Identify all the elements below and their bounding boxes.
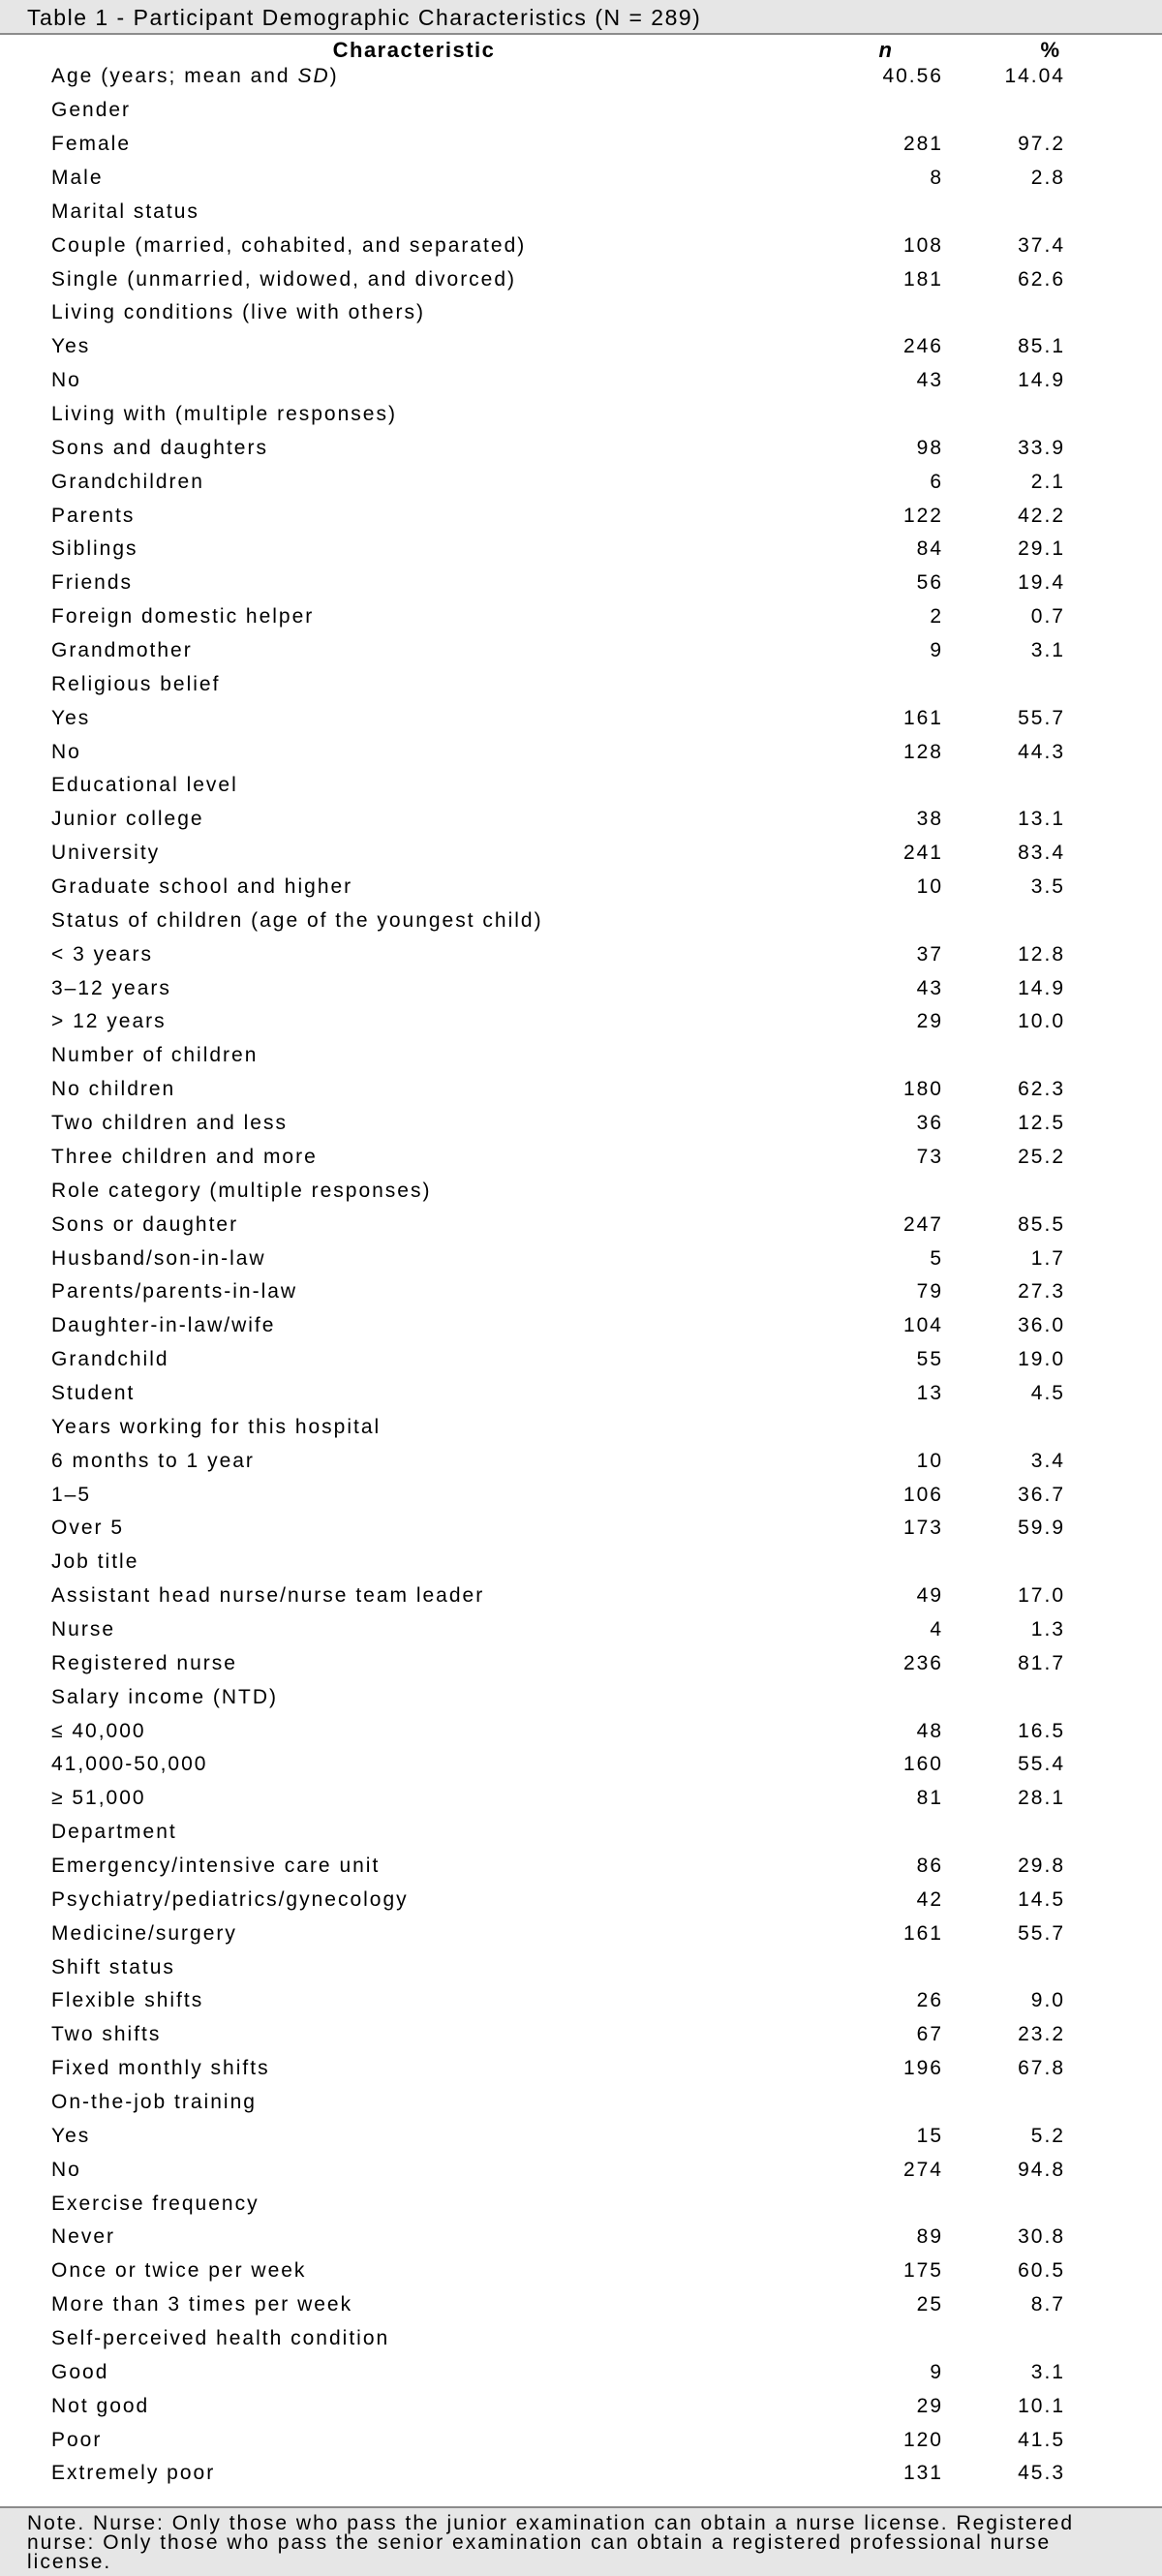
row-percent: 55.7	[1018, 1921, 1065, 1945]
table-section-header	[0, 1546, 1162, 1579]
age-label-prefix: Age (years; mean and	[51, 65, 298, 88]
row-label: Couple (married, cohabited, and separated)	[51, 233, 527, 257]
table-section-header	[0, 94, 1162, 128]
row-label: Extremely poor	[51, 2462, 216, 2485]
row-label: On-the-job training	[51, 2090, 257, 2113]
row-label: Sons or daughter	[51, 1212, 239, 1236]
table-row	[0, 1141, 1162, 1175]
table-note: Note. Nurse: Only those who pass the junior examination can obtain a nurse license. Registered nurse: Only those who pass the senior examination can obtain a registered professional nurse license.	[0, 2506, 1162, 2576]
table-row	[0, 465, 1162, 499]
table-section-header	[0, 2322, 1162, 2356]
row-percent: 37.4	[1018, 233, 1065, 257]
row-label: No children	[51, 1078, 176, 1101]
row-n: 246	[902, 335, 943, 358]
table-row	[0, 1917, 1162, 1950]
row-label: Male	[51, 167, 104, 189]
row-percent: 4.5	[1030, 1381, 1065, 1404]
row-n: 10	[916, 875, 943, 899]
row-n: 15	[916, 2124, 943, 2147]
row-label: Friends	[51, 571, 134, 595]
table-row	[0, 1343, 1162, 1377]
row-percent: 62.3	[1018, 1078, 1065, 1101]
table-section-header	[0, 1950, 1162, 1984]
row-n: 29	[916, 1010, 943, 1033]
row-percent: 3.1	[1030, 2360, 1065, 2383]
row-percent: 0.7	[1030, 605, 1065, 629]
row-n: 5	[930, 1246, 943, 1270]
row-n: 8	[930, 167, 943, 189]
row-percent: 23.2	[1018, 2023, 1065, 2046]
row-percent: 59.9	[1018, 1517, 1065, 1540]
row-label: Flexible shifts	[51, 1989, 204, 2012]
row-percent: 55.4	[1018, 1753, 1065, 1776]
table-body	[0, 60, 1162, 2491]
table-section-header	[0, 769, 1162, 803]
row-label: ≤ 40,000	[51, 1719, 146, 1742]
row-n: 10	[916, 1449, 943, 1472]
row-percent: 36.7	[1018, 1483, 1065, 1506]
row-label: Parents/parents-in-law	[51, 1280, 298, 1303]
table-row	[0, 128, 1162, 162]
row-n: 89	[916, 2225, 943, 2249]
table-row	[0, 2119, 1162, 2153]
row-n: 43	[916, 369, 943, 392]
row-percent: 30.8	[1018, 2225, 1065, 2249]
row-percent: 14.04	[1004, 65, 1065, 88]
row-n: 241	[902, 842, 943, 865]
row-label: 1–5	[51, 1483, 92, 1506]
row-n: 84	[916, 537, 943, 561]
table-row	[0, 1444, 1162, 1478]
row-n: 48	[916, 1719, 943, 1742]
row-n: 38	[916, 808, 943, 831]
row-label: More than 3 times per week	[51, 2293, 353, 2316]
row-n: 196	[902, 2057, 943, 2080]
row-label: Yes	[51, 2124, 91, 2147]
row-percent: 27.3	[1018, 1280, 1065, 1303]
table-row	[0, 2221, 1162, 2254]
row-percent: 33.9	[1018, 436, 1065, 459]
row-percent: 44.3	[1018, 740, 1065, 763]
row-n: 131	[902, 2462, 943, 2485]
row-percent: 3.1	[1030, 639, 1065, 662]
table-row	[0, 2153, 1162, 2187]
row-percent: 10.1	[1018, 2394, 1065, 2417]
row-percent: 2.1	[1030, 470, 1065, 493]
row-n: 49	[916, 1584, 943, 1608]
row-n: 86	[916, 1854, 943, 1877]
table-section-header	[0, 2187, 1162, 2221]
table-section-header	[0, 1039, 1162, 1073]
row-label: Once or twice per week	[51, 2259, 307, 2283]
row-label: Years working for this hospital	[51, 1415, 382, 1438]
row-percent: 13.1	[1018, 808, 1065, 831]
row-percent: 94.8	[1018, 2158, 1065, 2181]
table-row	[0, 837, 1162, 871]
row-percent: 10.0	[1018, 1010, 1065, 1033]
row-label: Psychiatry/pediatrics/gynecology	[51, 1887, 409, 1911]
table-section-header	[0, 1174, 1162, 1208]
row-percent: 8.7	[1030, 2293, 1065, 2316]
row-n: 56	[916, 571, 943, 595]
table-section-header	[0, 904, 1162, 937]
table-row	[0, 229, 1162, 262]
row-n: 67	[916, 2023, 943, 2046]
row-percent: 29.8	[1018, 1854, 1065, 1877]
table-row	[0, 2254, 1162, 2288]
table-row	[0, 634, 1162, 668]
table-section-header	[0, 1410, 1162, 1444]
row-label: Never	[51, 2225, 116, 2249]
row-label	[51, 65, 339, 88]
row-label: Living conditions (live with others)	[51, 301, 425, 324]
row-percent: 81.7	[1018, 1651, 1065, 1674]
row-label: Nurse	[51, 1617, 116, 1641]
row-n: 161	[902, 706, 943, 729]
table-row	[0, 2457, 1162, 2491]
table-row	[0, 2423, 1162, 2457]
row-label: Job title	[51, 1550, 139, 1574]
row-label: Fixed monthly shifts	[51, 2057, 270, 2080]
row-percent: 5.2	[1030, 2124, 1065, 2147]
table-section-header	[0, 398, 1162, 432]
row-label: Assistant head nurse/nurse team leader	[51, 1584, 485, 1608]
table-section-header	[0, 195, 1162, 229]
row-n: 120	[902, 2428, 943, 2451]
row-percent: 45.3	[1018, 2462, 1065, 2485]
row-n: 247	[902, 1212, 943, 1236]
row-n: 13	[916, 1381, 943, 1404]
row-percent: 36.0	[1018, 1314, 1065, 1337]
row-n: 181	[902, 267, 943, 291]
row-label: Living with (multiple responses)	[51, 403, 397, 426]
table-section-header	[0, 1816, 1162, 1850]
row-percent: 1.7	[1030, 1246, 1065, 1270]
row-n: 26	[916, 1989, 943, 2012]
table-row	[0, 1073, 1162, 1107]
row-percent: 9.0	[1030, 1989, 1065, 2012]
row-percent: 17.0	[1018, 1584, 1065, 1608]
row-n: 25	[916, 2293, 943, 2316]
row-n: 175	[902, 2259, 943, 2283]
table-row	[0, 2355, 1162, 2389]
table-row	[0, 1005, 1162, 1039]
table-row	[0, 971, 1162, 1005]
row-n: 37	[916, 942, 943, 966]
row-n: 98	[916, 436, 943, 459]
row-percent: 97.2	[1018, 133, 1065, 156]
row-percent: 67.8	[1018, 2057, 1065, 2080]
row-label: Gender	[51, 99, 132, 122]
header-n: n	[878, 38, 894, 62]
row-label: No	[51, 2158, 81, 2181]
row-percent: 16.5	[1018, 1719, 1065, 1742]
row-label: Parents	[51, 504, 136, 527]
row-label: Marital status	[51, 199, 199, 223]
table-row	[0, 803, 1162, 837]
row-percent: 42.2	[1018, 504, 1065, 527]
row-n: 2	[930, 605, 943, 629]
row-label: Exercise frequency	[51, 2192, 260, 2215]
row-n: 79	[916, 1280, 943, 1303]
row-label: Educational level	[51, 774, 238, 797]
table-section-header	[0, 296, 1162, 330]
row-percent: 55.7	[1018, 706, 1065, 729]
row-label: Husband/son-in-law	[51, 1246, 266, 1270]
row-percent: 14.9	[1018, 976, 1065, 999]
table-row	[0, 330, 1162, 364]
row-label: Female	[51, 133, 132, 156]
row-n: 40.56	[882, 65, 943, 88]
table-row	[0, 600, 1162, 634]
row-label: Yes	[51, 335, 91, 358]
row-label: > 12 years	[51, 1010, 167, 1033]
table-row	[0, 1883, 1162, 1917]
row-label: Medicine/surgery	[51, 1921, 237, 1945]
row-n: 173	[902, 1517, 943, 1540]
row-label: Student	[51, 1381, 136, 1404]
row-n: 81	[916, 1787, 943, 1810]
table-row	[0, 1107, 1162, 1141]
row-label: Salary income (NTD)	[51, 1685, 279, 1708]
row-n: 29	[916, 2394, 943, 2417]
table-row	[0, 567, 1162, 600]
row-label: Grandchildren	[51, 470, 204, 493]
table-row	[0, 701, 1162, 735]
table-row	[0, 1782, 1162, 1816]
row-n: 43	[916, 976, 943, 999]
table-row	[0, 735, 1162, 769]
row-percent: 83.4	[1018, 842, 1065, 865]
table-row	[0, 162, 1162, 196]
row-label: Single (unmarried, widowed, and divorced)	[51, 267, 517, 291]
row-label: Not good	[51, 2394, 150, 2417]
row-label: Foreign domestic helper	[51, 605, 315, 629]
row-label: Grandmother	[51, 639, 193, 662]
row-percent: 41.5	[1018, 2428, 1065, 2451]
row-label: ≥ 51,000	[51, 1787, 146, 1810]
row-n: 281	[902, 133, 943, 156]
row-label: Status of children (age of the youngest child)	[51, 908, 543, 932]
row-n: 42	[916, 1887, 943, 1911]
header-characteristic: Characteristic	[332, 38, 496, 62]
row-label: Shift status	[51, 1955, 175, 1978]
row-label: Good	[51, 2360, 109, 2383]
row-percent: 62.6	[1018, 267, 1065, 291]
row-n: 161	[902, 1921, 943, 1945]
row-n: 122	[902, 504, 943, 527]
row-n: 4	[930, 1617, 943, 1641]
row-label: 41,000-50,000	[51, 1753, 208, 1776]
row-percent: 12.5	[1018, 1112, 1065, 1135]
row-label: Graduate school and higher	[51, 875, 353, 899]
row-n: 73	[916, 1145, 943, 1168]
row-n: 104	[902, 1314, 943, 1337]
table-row	[0, 1478, 1162, 1512]
row-label: Self-perceived health condition	[51, 2327, 390, 2349]
row-percent: 3.4	[1030, 1449, 1065, 1472]
age-label-sd: SD	[297, 65, 330, 88]
row-label: Two children and less	[51, 1112, 288, 1135]
row-label: No	[51, 369, 81, 392]
row-label: Religious belief	[51, 672, 221, 695]
row-n: 9	[930, 2360, 943, 2383]
row-n: 236	[902, 1651, 943, 1674]
row-percent: 28.1	[1018, 1787, 1065, 1810]
row-label: Emergency/intensive care unit	[51, 1854, 381, 1877]
age-label-suffix: )	[329, 65, 339, 88]
row-label: 6 months to 1 year	[51, 1449, 255, 1472]
row-label: Number of children	[51, 1044, 259, 1067]
row-n: 108	[902, 233, 943, 257]
row-n: 55	[916, 1348, 943, 1371]
row-label: University	[51, 842, 161, 865]
row-label: Department	[51, 1821, 177, 1844]
row-percent: 1.3	[1030, 1617, 1065, 1641]
table-section-header	[0, 667, 1162, 701]
table-row	[0, 1714, 1162, 1748]
row-label: Grandchild	[51, 1348, 169, 1371]
table-row	[0, 1309, 1162, 1343]
row-percent: 85.1	[1018, 335, 1065, 358]
table-row	[0, 533, 1162, 567]
row-label: Two shifts	[51, 2023, 162, 2046]
row-percent: 85.5	[1018, 1212, 1065, 1236]
row-percent: 12.8	[1018, 942, 1065, 966]
row-label: 3–12 years	[51, 976, 171, 999]
row-label: Poor	[51, 2428, 103, 2451]
table-row	[0, 1242, 1162, 1275]
row-label: No	[51, 740, 81, 763]
row-n: 160	[902, 1753, 943, 1776]
row-percent: 25.2	[1018, 1145, 1065, 1168]
row-percent: 2.8	[1030, 167, 1065, 189]
table-row	[0, 2052, 1162, 2086]
header-percent: %	[1040, 38, 1061, 62]
table-row-age	[0, 60, 1162, 94]
table-row	[0, 1646, 1162, 1680]
table-row	[0, 431, 1162, 465]
row-n: 36	[916, 1112, 943, 1135]
table-row	[0, 1377, 1162, 1411]
row-label: Three children and more	[51, 1145, 318, 1168]
row-percent: 19.0	[1018, 1348, 1065, 1371]
row-n: 9	[930, 639, 943, 662]
table-row	[0, 1850, 1162, 1884]
table-row	[0, 2389, 1162, 2423]
table-row	[0, 871, 1162, 905]
row-percent: 29.1	[1018, 537, 1065, 561]
table-section-header	[0, 1680, 1162, 1714]
table-row	[0, 1579, 1162, 1613]
row-n: 128	[902, 740, 943, 763]
table-caption: Table 1 - Participant Demographic Characteristics (N = 289)	[0, 0, 1162, 35]
table-row	[0, 499, 1162, 533]
table-row	[0, 1512, 1162, 1546]
row-label: Daughter-in-law/wife	[51, 1314, 276, 1337]
row-percent: 14.9	[1018, 369, 1065, 392]
row-n: 6	[930, 470, 943, 493]
row-label: < 3 years	[51, 942, 153, 966]
row-percent: 14.5	[1018, 1887, 1065, 1911]
table-row	[0, 1984, 1162, 2018]
table-row	[0, 1748, 1162, 1782]
table-row	[0, 937, 1162, 971]
row-label: Over 5	[51, 1517, 125, 1540]
row-n: 180	[902, 1078, 943, 1101]
table-row	[0, 1208, 1162, 1242]
table-section-header	[0, 2086, 1162, 2120]
row-n: 274	[902, 2158, 943, 2181]
row-label: Sons and daughters	[51, 436, 268, 459]
table-row	[0, 1275, 1162, 1309]
row-percent: 3.5	[1030, 875, 1065, 899]
row-percent: 60.5	[1018, 2259, 1065, 2283]
table-row	[0, 1613, 1162, 1647]
table-row	[0, 364, 1162, 398]
table-row	[0, 2018, 1162, 2052]
row-label: Registered nurse	[51, 1651, 237, 1674]
table-row	[0, 2288, 1162, 2322]
row-label: Siblings	[51, 537, 138, 561]
row-label: Junior college	[51, 808, 204, 831]
table-row	[0, 262, 1162, 296]
row-label: Yes	[51, 706, 91, 729]
row-percent: 19.4	[1018, 571, 1065, 595]
row-n: 106	[902, 1483, 943, 1506]
row-label: Role category (multiple responses)	[51, 1179, 432, 1202]
